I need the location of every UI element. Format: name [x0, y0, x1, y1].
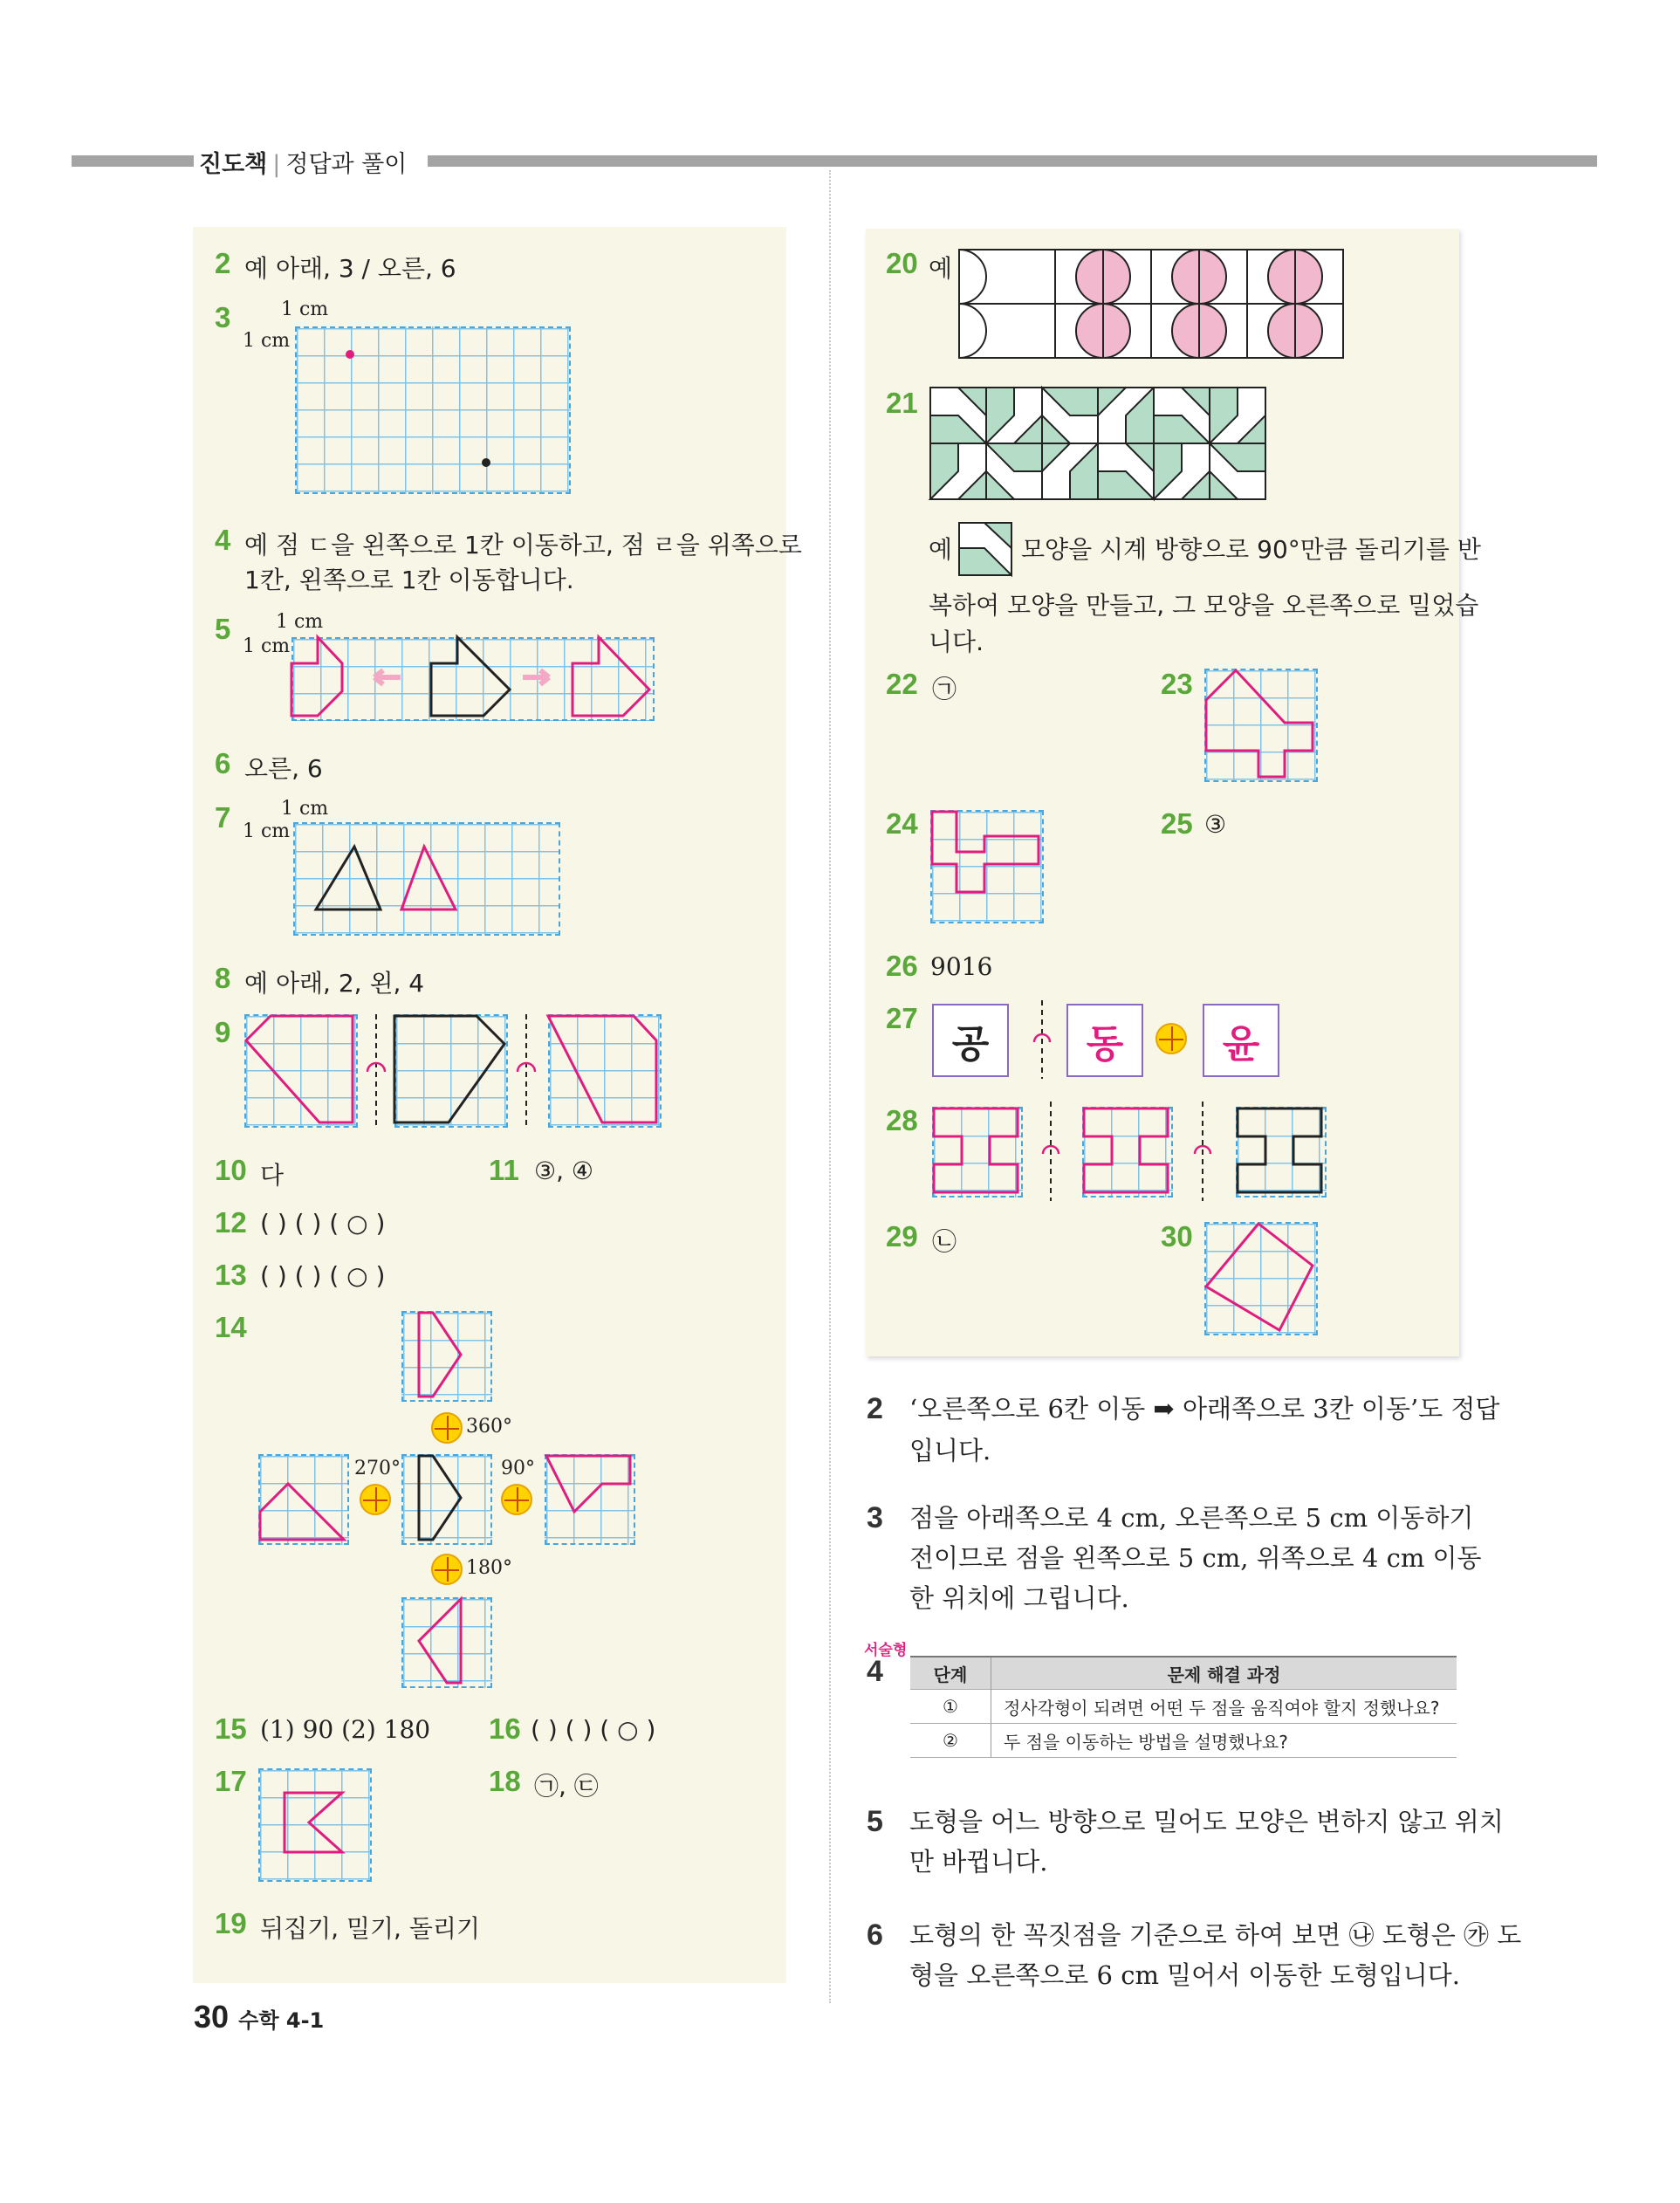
explanation-5-line2: 만 바뀝니다.: [909, 1847, 1048, 1877]
answer-3-points: [295, 326, 567, 491]
answer-27-num: 27: [886, 1002, 918, 1034]
answer-22-num: 22: [886, 668, 918, 700]
pattern-tile: [1210, 443, 1265, 499]
page-number: 30: [194, 1999, 230, 2035]
answer-10-text: 다: [260, 1161, 285, 1190]
answer-7-triangles: [293, 822, 557, 932]
table-cell: 두 점을 이동하는 방법을 설명했나요?: [991, 1724, 1457, 1758]
subject-label: 수학 4-1: [238, 2008, 325, 2033]
i-shape-left: [934, 1108, 1018, 1192]
essay-tag: 서술형: [864, 1642, 908, 1659]
original-shape: [419, 1456, 461, 1540]
answer-12-text: ( ) ( ) ( ○ ): [260, 1209, 386, 1238]
explanation-3-line1: 점을 아래쪽으로 4 cm, 오른쪽으로 5 cm 이동하기: [909, 1503, 1474, 1533]
answer-29-num: 29: [886, 1220, 918, 1252]
answer-20-prefix: 예: [929, 254, 953, 283]
answer-14-shapes: [258, 1311, 634, 1686]
explanation-6-line1: 도형의 한 꼭짓점을 기준으로 하여 보면 ㉯ 도형은 ㉮ 도: [909, 1920, 1522, 1950]
column-divider: [829, 170, 831, 2003]
header-bar-right: [428, 155, 1597, 167]
explanation-3-line2: 전이므로 점을 왼쪽으로 5 cm, 위쪽으로 4 cm 이동: [909, 1543, 1482, 1573]
answer-29-text: ㉡: [932, 1227, 957, 1256]
answer-12-num: 12: [215, 1206, 247, 1239]
pattern-tile: [1098, 443, 1154, 499]
unit-label-top: 1 cm: [281, 299, 329, 320]
answer-26-text: 9016: [930, 952, 993, 981]
table-header: 문제 해결 과정: [991, 1657, 1457, 1690]
unit-label-left: 1 cm: [243, 330, 291, 352]
answer-23-num: 23: [1161, 668, 1193, 700]
unit-label-top: 1 cm: [276, 611, 324, 633]
rotation-360-icon: [431, 1412, 463, 1444]
pattern-tile: [1042, 388, 1098, 443]
rotated-270: [260, 1484, 344, 1540]
answer-20-pattern: [958, 249, 1342, 359]
moved-triangle: [401, 847, 456, 909]
answer-5-shapes: [291, 637, 651, 717]
answer-19-num: 19: [215, 1907, 247, 1939]
answer-13-num: 13: [215, 1259, 247, 1291]
answer-11-text: ③, ④: [534, 1156, 594, 1185]
rotated-90: [546, 1456, 630, 1512]
moved-point: [346, 350, 354, 359]
answer-3-num: 3: [215, 301, 231, 333]
pattern-tile: [930, 443, 986, 499]
flipped-right: [548, 1016, 656, 1122]
answer-21-line3: 니다.: [929, 628, 984, 656]
answer-17-shape: [258, 1768, 368, 1878]
stamp-dong: 동: [1066, 1004, 1143, 1077]
answer-6-text: 오른, 6: [244, 754, 323, 783]
answer-30-shape: [1204, 1222, 1314, 1332]
answer-4-num: 4: [215, 524, 231, 556]
answer-23-shape: [1204, 669, 1314, 779]
answer-10-num: 10: [215, 1154, 247, 1186]
answer-7-num: 7: [215, 801, 231, 834]
scoring-table: [910, 1656, 1457, 1758]
answer-4-line2: 1칸, 왼쪽으로 1칸 이동합니다.: [244, 566, 574, 594]
degree-270: 270°: [354, 1458, 401, 1479]
table-cell: ①: [910, 1690, 991, 1724]
stamp-yun: 윤: [1203, 1004, 1279, 1077]
stamp-gong: 공: [932, 1004, 1009, 1077]
answer-11-num: 11: [489, 1154, 519, 1186]
answer-9-shapes: [244, 1014, 663, 1128]
rotation-icon: [1155, 1023, 1187, 1054]
i-shape-original: [1238, 1108, 1321, 1192]
answer-4-line1: 예 점 ㄷ을 왼쪽으로 1칸 이동하고, 점 ㄹ을 위쪽으로: [244, 531, 802, 559]
pattern-tile: [1154, 388, 1210, 443]
original-triangle: [316, 847, 381, 909]
flip-line: [1033, 1000, 1051, 1079]
table-cell: ②: [910, 1724, 991, 1758]
answer-18-text: ㉠, ㉢: [534, 1772, 599, 1801]
explanation-5-num: 5: [867, 1805, 883, 1838]
pattern-tile: [1154, 443, 1210, 499]
answer-21-line1: 모양을 시계 방향으로 90°만큼 돌리기를 반: [1021, 535, 1481, 564]
answer-16-text: ( ) ( ) ( ○ ): [531, 1715, 656, 1744]
page-footer: [194, 1999, 324, 2035]
answer-6-num: 6: [215, 747, 231, 779]
explanation-2-line1: ‘오른쪽으로 6칸 이동 ➡ 아래쪽으로 3칸 이동’도 정답: [909, 1394, 1500, 1424]
explanation-2-line2: 입니다.: [909, 1436, 991, 1465]
answer-24-shape: [930, 810, 1040, 920]
unit-label-left: 1 cm: [243, 635, 291, 657]
page-header: 진도책 | 정답과 풀이: [199, 151, 408, 178]
explanation-5-line1: 도형을 어느 방향으로 밀어도 모양은 변하지 않고 위치: [909, 1807, 1504, 1836]
unit-label-left: 1 cm: [243, 820, 291, 842]
unit-label-top: 1 cm: [281, 798, 329, 820]
answer-8-text: 예 아래, 2, 왼, 4: [244, 969, 425, 998]
explanation-2-num: 2: [867, 1392, 883, 1425]
original-shape: [431, 637, 510, 716]
arrow-left-icon: [374, 670, 401, 684]
table-header-row: [910, 1657, 1457, 1690]
answer-21-num: 21: [886, 387, 918, 419]
header-bar-left: [72, 155, 194, 167]
rotated-360: [419, 1313, 461, 1397]
explanation-6-line2: 형을 오른쪽으로 6 cm 밀어서 이동한 도형입니다.: [909, 1960, 1460, 1990]
answer-21-prefix: 예: [929, 535, 953, 564]
answer-14-num: 14: [215, 1311, 247, 1343]
table-row: [910, 1724, 1457, 1758]
section-title: 정답과 풀이: [285, 151, 408, 178]
rotation-90-icon: [501, 1484, 532, 1515]
pattern-tile: [930, 388, 986, 443]
original-shape: [394, 1016, 504, 1122]
table-header: 단계: [910, 1657, 991, 1690]
answer-28-num: 28: [886, 1104, 918, 1136]
pattern-tile: [1042, 443, 1098, 499]
original-point: [482, 458, 490, 467]
answer-21-line2: 복하여 모양을 만들고, 그 모양을 오른쪽으로 밀었습: [929, 591, 1479, 620]
rotation-180-icon: [431, 1554, 463, 1585]
book-title: 진도책: [199, 151, 268, 178]
answer-21-pattern: [929, 387, 1261, 500]
answer-13-text: ( ) ( ) ( ○ ): [260, 1261, 386, 1290]
answer-30-num: 30: [1161, 1220, 1193, 1252]
answer-15-text: (1) 90 (2) 180: [260, 1715, 431, 1744]
answer-8-num: 8: [215, 962, 231, 994]
degree-90: 90°: [501, 1458, 535, 1479]
answer-9-num: 9: [215, 1016, 231, 1048]
explanation-6-num: 6: [867, 1918, 883, 1952]
rotated-180: [419, 1599, 461, 1683]
answer-28-shapes: [932, 1107, 1334, 1203]
answer-16-num: 16: [489, 1712, 521, 1745]
degree-180: 180°: [466, 1557, 512, 1579]
flipped-left: [246, 1016, 353, 1122]
pattern-tile: [1210, 388, 1265, 443]
i-shape-middle: [1084, 1108, 1168, 1192]
table-cell: 정사각형이 되려면 어떤 두 점을 움직여야 할지 정했나요?: [991, 1690, 1457, 1724]
pattern-tile: [986, 443, 1042, 499]
answer-25-text: ③: [1204, 810, 1227, 839]
left-shape: [291, 637, 342, 716]
answer-26-num: 26: [886, 950, 918, 982]
answer-19-text: 뒤집기, 밀기, 돌리기: [260, 1914, 480, 1943]
answer-24-num: 24: [886, 807, 918, 840]
explanation-3-line3: 한 위치에 그립니다.: [909, 1583, 1129, 1613]
degree-360: 360°: [466, 1416, 512, 1438]
table-row: [910, 1690, 1457, 1724]
answer-25-num: 25: [1161, 807, 1193, 840]
answer-2-text: 예 아래, 3 / 오른, 6: [244, 254, 456, 283]
answer-17-num: 17: [215, 1765, 247, 1797]
rotation-270-icon: [360, 1484, 391, 1515]
arrow-right-icon: [523, 670, 549, 684]
explanation-4-num: 4: [867, 1655, 883, 1688]
answer-18-num: 18: [489, 1765, 521, 1797]
answer-20-num: 20: [886, 247, 918, 279]
answer-21-tile-icon: [958, 522, 1012, 576]
right-shape: [573, 637, 649, 716]
pattern-tile: [1098, 388, 1154, 443]
pattern-tile: [986, 388, 1042, 443]
answer-2-num: 2: [215, 247, 231, 279]
answer-15-num: 15: [215, 1712, 247, 1745]
answer-22-text: ㉠: [932, 675, 957, 703]
explanation-3-num: 3: [867, 1501, 883, 1534]
answer-5-num: 5: [215, 613, 231, 645]
